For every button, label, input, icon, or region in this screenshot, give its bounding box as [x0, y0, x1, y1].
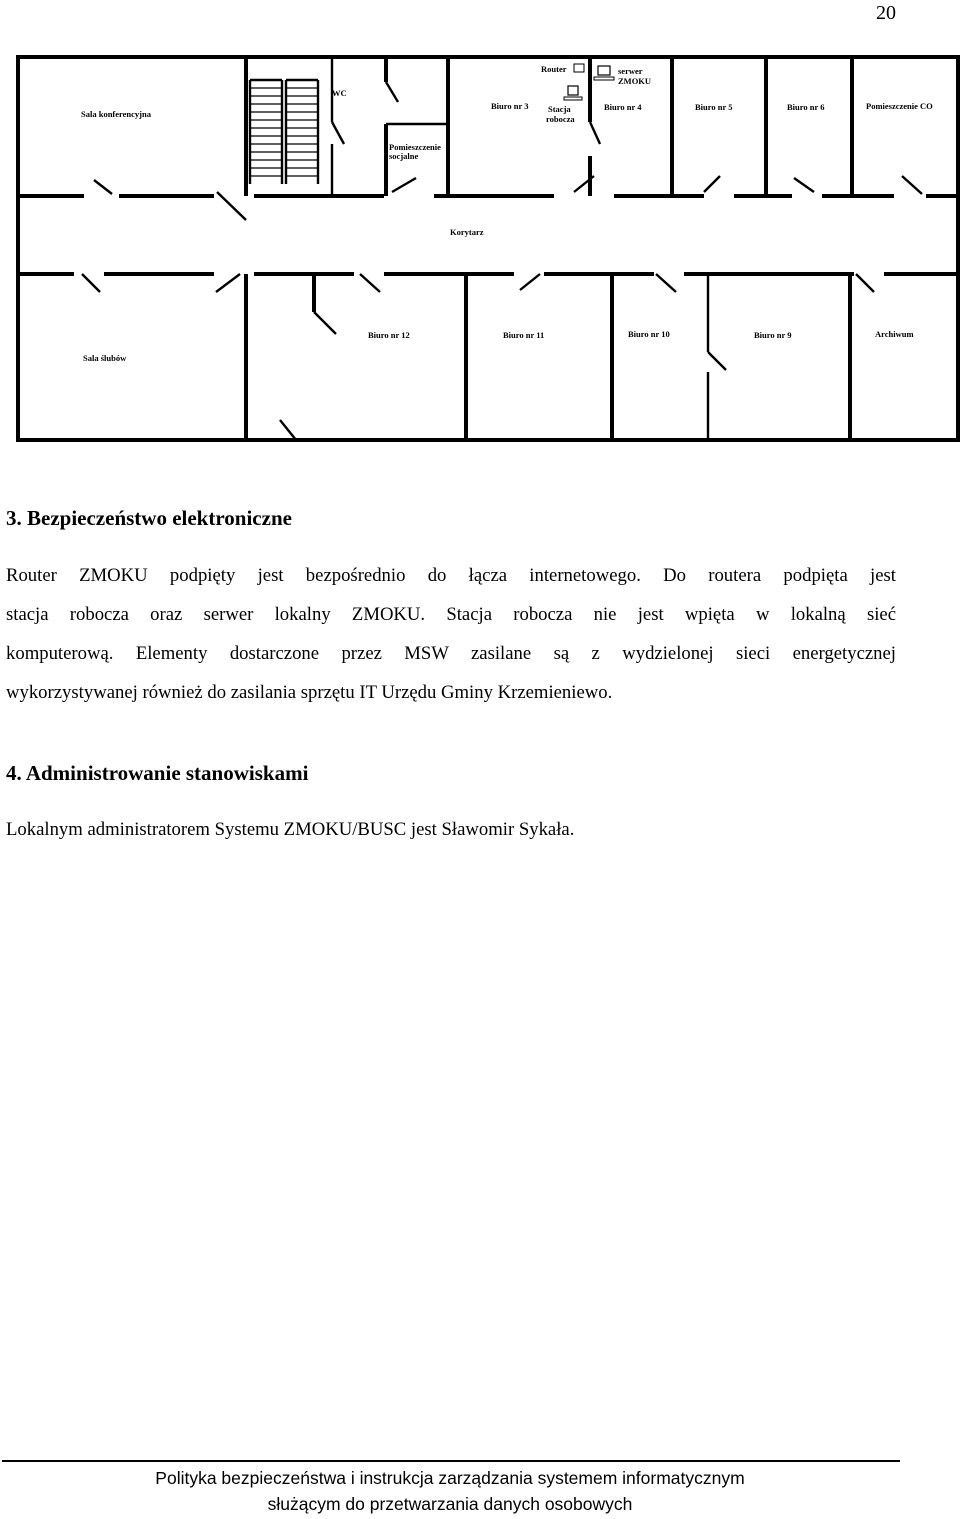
section-3-heading: 3. Bezpieczeństwo elektroniczne	[6, 506, 292, 530]
label-serwer-1: serwer	[618, 66, 643, 76]
floor-plan	[14, 52, 960, 444]
label-biuro-6: Biuro nr 6	[787, 102, 825, 112]
bottom-room-walls	[246, 274, 850, 440]
router-icon	[574, 64, 584, 72]
footer-line-1: Polityka bezpieczeństwa i instrukcja zarządzania systemem informatycznym	[155, 1468, 745, 1488]
section-3-line-2: stacja robocza oraz serwer lokalny ZMOKU. Stacja robocza nie jest wpięta w lokalną sieć	[6, 604, 896, 625]
label-archiwum: Archiwum	[875, 329, 914, 339]
label-sala-slubow: Sala ślubów	[83, 353, 127, 363]
label-biuro-12: Biuro nr 12	[368, 330, 410, 340]
label-stacja-1: Stacja	[548, 104, 571, 114]
label-router: Router	[541, 64, 567, 74]
outer-wall	[18, 57, 958, 440]
section-3-line-4: wykorzystywanej również do zasilania sprzętu IT Urzędu Gminy Krzemieniewo.	[6, 682, 613, 703]
staircase	[250, 80, 318, 184]
label-pomieszczenie-socjalne-1: Pomieszczenie	[389, 142, 441, 152]
footer-rule	[2, 1460, 900, 1462]
label-biuro-3: Biuro nr 3	[491, 101, 529, 111]
server-icon	[594, 66, 614, 80]
label-sala-konferencyjna: Sala konferencyjna	[81, 109, 151, 119]
label-biuro-4: Biuro nr 4	[604, 102, 642, 112]
section-4-text: Lokalnym administratorem Systemu ZMOKU/BUSC jest Sławomir Sykała.	[6, 819, 575, 840]
label-stacja-2: robocza	[546, 114, 575, 124]
label-pomieszczenie-socjalne-2: socjalne	[389, 151, 419, 161]
section-4-heading: 4. Administrowanie stanowiskami	[6, 761, 309, 785]
footer	[0, 1465, 900, 1517]
door-swings	[82, 82, 922, 440]
label-korytarz: Korytarz	[450, 227, 484, 237]
label-biuro-9: Biuro nr 9	[754, 330, 792, 340]
section-3-line-3: komputerową. Elementy dostarczone przez MSW zasilane są z wydzielonej sieci energetycznej	[6, 643, 896, 664]
label-biuro-11: Biuro nr 11	[503, 330, 545, 340]
footer-line-2: służącym do przetwarzania danych osobowych	[267, 1494, 633, 1514]
label-biuro-5: Biuro nr 5	[695, 102, 733, 112]
label-pomieszczenie-co: Pomieszczenie CO	[866, 101, 933, 111]
section-3-line-1: Router ZMOKU podpięty jest bezpośrednio do łącza internetowego. Do routera podpięta jest	[6, 565, 896, 586]
label-wc: WC	[332, 88, 347, 98]
page-number: 20	[876, 2, 896, 24]
label-serwer-2: ZMOKU	[618, 76, 652, 86]
label-biuro-10: Biuro nr 10	[628, 329, 670, 339]
top-room-walls	[246, 57, 852, 196]
workstation-icon	[564, 86, 582, 100]
